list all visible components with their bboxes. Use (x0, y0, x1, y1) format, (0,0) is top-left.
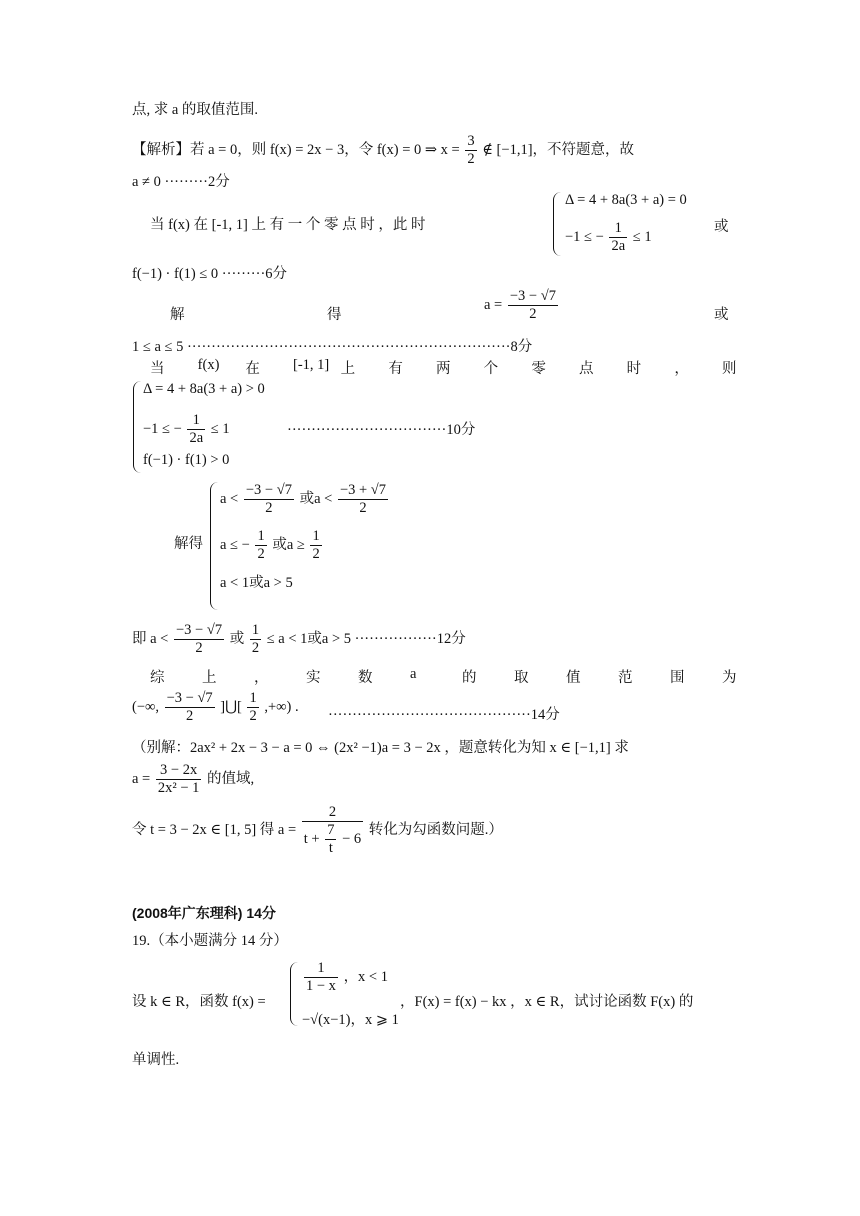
spread-word: 当 (150, 361, 165, 377)
text-line: 点, 求 a 的取值范围. (132, 102, 259, 118)
text-segment: ≤ 1 (632, 228, 652, 245)
brace (290, 962, 299, 1026)
text-segment: ·································10分 (287, 422, 476, 438)
denominator: 2 (244, 499, 294, 517)
text-segment: 或a ≥ (272, 536, 305, 553)
numerator: −3 − √7 (166, 690, 213, 706)
text-segment: −1 ≤ − (143, 420, 182, 437)
text-segment: ，x < 1 (343, 968, 388, 985)
text-segment: ,+∞) . (264, 698, 299, 715)
text-segment: 或 (714, 307, 729, 323)
equation (484, 288, 560, 323)
denominator: 2 (251, 640, 260, 656)
system-row (565, 220, 652, 255)
text-segment: 【解析】若 a = 0，则 f(x) = 2x − 3，令 f(x) = 0 ⇒ x = (132, 141, 460, 158)
text-segment: a = (484, 296, 503, 313)
system-row: f(−1) · f(1) > 0 (143, 452, 230, 468)
text-segment: a < (220, 490, 239, 507)
denominator: 2 (338, 499, 388, 517)
text-segment: a = (132, 770, 151, 787)
system-row (220, 482, 390, 517)
fraction (247, 690, 258, 725)
text-segment: (−∞, (132, 698, 159, 715)
denominator: t (325, 839, 336, 857)
system-row (143, 412, 230, 447)
spread-word: 值 (566, 670, 581, 686)
spread-word: 点 (579, 361, 594, 377)
fraction (465, 133, 476, 168)
denominator: 2 (467, 151, 475, 167)
numerator: 1 (192, 412, 200, 428)
spread-word: 取 (514, 670, 529, 686)
spread-word: ， (674, 361, 689, 377)
denominator: 2a (189, 430, 204, 446)
numerator: 1 (312, 528, 320, 544)
text-segment: 设 k ∈ R，函数 f(x) = (132, 994, 266, 1010)
text-line: 1 ≤ a ≤ 5 ···································································8分 (132, 339, 533, 355)
spread-word: 个 (483, 361, 499, 377)
text-segment: 解得 (174, 536, 203, 552)
text-line: （别解：2ax² + 2x − 3 − a = 0 ⇔ (2x² −1)a = 3 − 2x ，题意转化为知 x ∈ [−1,1] 求 (132, 740, 629, 756)
fraction (165, 690, 215, 725)
spread-word: 为 (722, 670, 737, 686)
system-row: Δ = 4 + 8a(3 + a) > 0 (143, 381, 265, 397)
fraction (325, 822, 336, 857)
spread-word: 时 (626, 361, 642, 377)
numerator: −3 − √7 (509, 288, 556, 304)
numerator: 1 (249, 690, 257, 706)
spread-word: 实 (306, 670, 321, 686)
spread-word: 在 (245, 361, 260, 377)
text-segment: a ≤ − (220, 536, 250, 553)
text-segment: ，F(x) = f(x) − kx ，x ∈ R，试讨论函数 F(x) 的 (400, 994, 694, 1010)
fraction (244, 482, 294, 517)
text-segment: 得 (327, 307, 342, 323)
text-segment: ≤ a < 1或a > 5 ·················12分 (266, 630, 466, 647)
result-line (132, 622, 466, 657)
text-segment: 令 t = 3 − 2x ∈ [1, 5] 得 a = (132, 821, 297, 838)
text-line: 单调性. (132, 1052, 180, 1068)
text-line: 当 f(x) 在 [-1, 1] 上 有 一 个 零 点 时 ，此 时 (150, 217, 426, 233)
text-line (132, 804, 503, 857)
numerator: 3 − 2x (160, 762, 198, 778)
denominator: 2a (611, 238, 626, 254)
spread-word: 有 (388, 361, 403, 377)
denominator: 2 (249, 708, 257, 724)
fraction (508, 288, 558, 323)
numerator: −3 − √7 (176, 622, 223, 638)
numerator: 1 (614, 220, 622, 236)
fraction (304, 960, 338, 995)
spread-word: 围 (670, 670, 685, 686)
spread-word: 两 (436, 361, 451, 377)
spread-word: a (410, 666, 417, 682)
spread-word: 的 (462, 670, 477, 686)
spread-word: [-1, 1] (293, 357, 330, 373)
text-segment: 的值域, (207, 770, 255, 787)
spread-word: 零 (531, 361, 546, 377)
fraction (156, 762, 202, 797)
question-number: 19.（本小题满分 14 分） (132, 933, 288, 949)
fraction (250, 622, 261, 657)
spread-word: 数 (358, 670, 373, 686)
fraction (302, 804, 363, 857)
text-segment: 或a < (299, 490, 333, 507)
range-line (132, 690, 299, 725)
spread-word: 则 (722, 361, 737, 377)
text-segment: t + (303, 830, 320, 847)
spread-word: f(x) (197, 357, 220, 373)
piecewise-row (302, 960, 388, 995)
numerator: 1 (317, 960, 325, 976)
denominator (302, 821, 363, 857)
denominator: 1 − x (306, 978, 336, 994)
fraction (174, 622, 224, 657)
text-segment: 或 (714, 219, 729, 235)
numerator: 2 (328, 804, 337, 820)
piecewise-row: −√(x−1)，x ⩾ 1 (302, 1012, 399, 1028)
text-segment: 转化为勾函数问题.） (368, 821, 503, 838)
numerator: −3 + √7 (339, 482, 387, 498)
denominator: 2x² − 1 (157, 780, 200, 796)
text-segment: ]⋃[ (220, 698, 242, 715)
system-row: Δ = 4 + 8a(3 + a) = 0 (565, 192, 687, 208)
brace (133, 381, 142, 473)
text-segment: −1 ≤ − (565, 228, 604, 245)
numerator: 7 (327, 822, 335, 838)
numerator: 1 (251, 622, 260, 638)
text-segment: ∉ [−1,1]，不符题意，故 (482, 141, 635, 158)
text-line: f(−1) · f(1) ≤ 0 ·········6分 (132, 266, 288, 282)
numerator: 1 (257, 528, 265, 544)
spread-word: ， (254, 670, 269, 686)
system-row: a < 1或a > 5 (220, 575, 293, 591)
fraction (609, 220, 627, 255)
analysis-line (132, 133, 634, 168)
denominator: 2 (165, 707, 215, 725)
text-segment: 解 (170, 307, 185, 323)
text-line: a ≠ 0 ·········2分 (132, 174, 230, 190)
spread-word: 上 (340, 361, 356, 377)
numerator: −3 − √7 (245, 482, 292, 498)
spread-word: 综 (150, 670, 165, 686)
text-line (132, 762, 254, 797)
text-segment: ··········································14分 (328, 707, 560, 723)
system-row (220, 528, 324, 563)
source-label: (2008年广东理科) 14分 (132, 905, 276, 921)
spread-word: 范 (618, 670, 633, 686)
brace (210, 482, 219, 610)
text-segment: ≤ 1 (210, 420, 230, 437)
denominator: 2 (257, 546, 265, 562)
text-segment: − 6 (342, 830, 362, 847)
fraction (338, 482, 388, 517)
brace (553, 192, 562, 256)
fraction (187, 412, 205, 447)
fraction (310, 528, 321, 563)
denominator: 2 (174, 639, 224, 657)
denominator: 2 (312, 546, 320, 562)
text-segment: 或 (229, 630, 245, 647)
fraction (255, 528, 266, 563)
numerator: 3 (467, 133, 475, 149)
spread-word: 上 (202, 670, 217, 686)
denominator: 2 (508, 305, 558, 323)
text-segment: 即 a < (132, 630, 169, 647)
